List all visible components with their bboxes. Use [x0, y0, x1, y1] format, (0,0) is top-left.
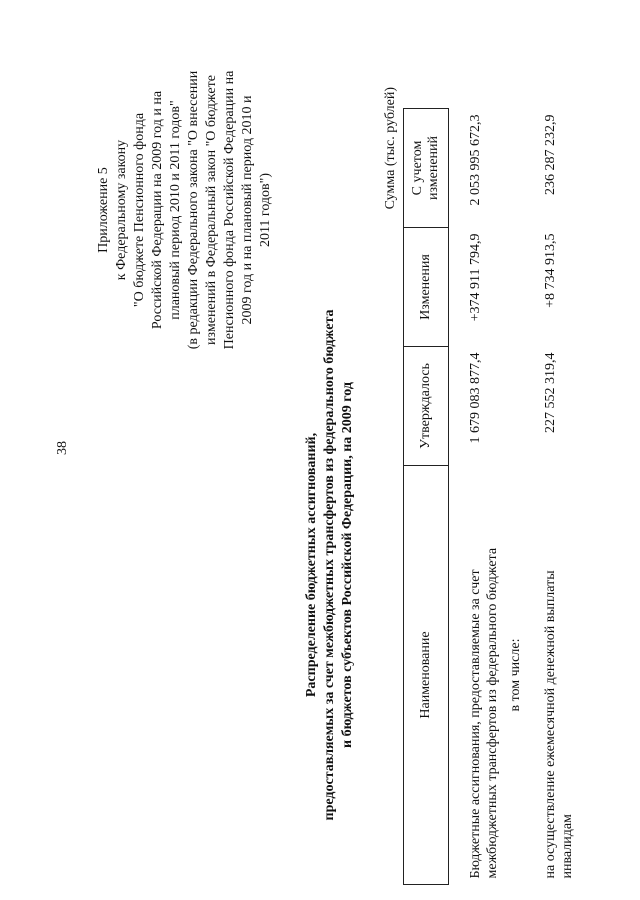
- appendix-line: "О бюджете Пенсионного фонда: [132, 112, 147, 308]
- appendix-line: плановый период 2010 и 2011 годов": [168, 100, 183, 320]
- header-name: Наименование: [404, 466, 449, 885]
- title-line: предоставляемых за счет межбюджетных трансфертов из федерального бюджета: [322, 309, 337, 821]
- appendix-line: Приложение 5: [96, 167, 111, 253]
- row-changes: +374 911 794,9: [468, 233, 483, 322]
- table-row: [524, 109, 576, 885]
- table-row: [449, 109, 502, 885]
- appendix-line: (в редакции Федерального закона "О внесении: [186, 70, 201, 350]
- document-title: [303, 245, 357, 885]
- header-changes: Изменения: [404, 228, 449, 347]
- row-with-changes: 2 053 995 672,3: [468, 114, 483, 206]
- row-name-line: Бюджетные ассигнования, предоставляемые за счет: [468, 569, 483, 879]
- header-approved: Утверждалось: [404, 347, 449, 466]
- page-number: 38: [55, 441, 70, 455]
- title-line: Распределение бюджетных ассигнований,: [304, 432, 319, 698]
- row-name-line: на осуществление ежемесячной денежной выплаты: [543, 570, 558, 879]
- appendix-header: [95, 45, 275, 375]
- units-label: Сумма (тыс. рублей): [383, 87, 398, 210]
- row-subheading: в том числе:: [508, 638, 523, 712]
- rotated-page-content: [85, 5, 575, 885]
- appendix-line: Российской Федерации на 2009 год и на: [150, 90, 165, 330]
- row-name-line: межбюджетных трансфертов из федерального бюджета: [485, 547, 500, 879]
- appendix-line: 2009 год и на плановый период 2010 и: [240, 95, 255, 325]
- budget-table-wrapper: [403, 0, 576, 885]
- title-line: и бюджетов субъектов Российской Федерации, на 2009 год: [340, 382, 355, 748]
- header-with-changes: С учетом изменений: [404, 109, 449, 228]
- row-approved: 227 552 319,4: [543, 352, 558, 433]
- row-name-line: инвалидам: [560, 814, 575, 879]
- row-approved: 1 679 083 877,4: [468, 352, 483, 444]
- table-header-row: [404, 109, 449, 885]
- row-name: [449, 466, 502, 885]
- table-row: [501, 109, 524, 885]
- row-changes: +8 734 913,5: [543, 233, 558, 308]
- row-name: [524, 466, 576, 885]
- appendix-line: изменений в Федеральный закон "О бюджете: [204, 75, 219, 345]
- budget-table: [403, 108, 576, 885]
- appendix-line: 2011 годов"): [258, 172, 273, 248]
- appendix-line: Пенсионного фонда Российской Федерации на: [222, 70, 237, 350]
- appendix-line: к Федеральному закону: [114, 139, 129, 281]
- row-with-changes: 236 287 232,9: [543, 114, 558, 195]
